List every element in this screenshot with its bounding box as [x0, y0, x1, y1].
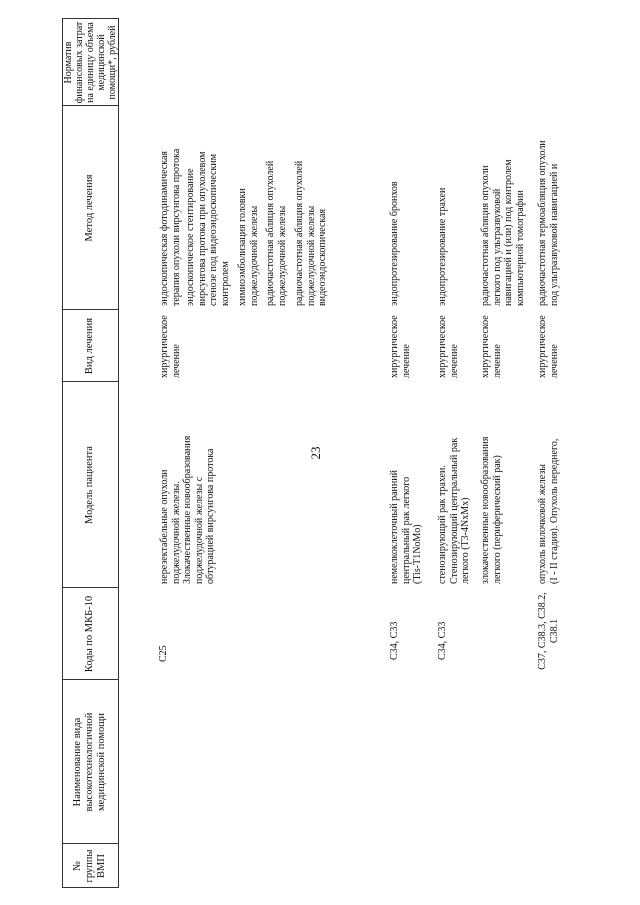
table-row-method: эндопротезирование бронхов	[389, 181, 400, 306]
table-row-model: стенозирующий рак трахеи. Стенозирующий центральный рак легкого (T3-4NxMx)	[437, 437, 471, 584]
header-treatment-method: Метод лечения	[84, 174, 95, 242]
header-icd-codes: Коды по МКБ-10	[84, 595, 95, 673]
page-number: 23	[308, 446, 323, 460]
table-row-codes: C34, C33	[437, 621, 448, 660]
table-row-model: немелкоклеточный ранний центральный рак легкого (Tis-T1NoMo)	[389, 470, 423, 584]
table-row-codes: C34, C33	[389, 621, 400, 660]
table-row-method: эндопротезирование трахеи	[437, 187, 448, 306]
table-row-treatment: хирургическое лечение	[480, 315, 503, 378]
table-row-method: химиоэмболизация головки поджелудочной железы	[237, 188, 260, 306]
table-row-model: нерезектабельные опухоли поджелудочной железы. Злокачественные новообразования поджелудочной железы с обтурацией вирсунгова протока	[159, 435, 216, 584]
table-row-treatment: хирургическое лечение	[389, 315, 412, 378]
table-row-codes: C37, C38.3, C38.2, C38.1	[537, 592, 560, 670]
table-row-method: радиочастотная абляция опухоли легкого под ультразвуковой навигацией и (или) под контролем компьютерной томографии	[480, 159, 526, 306]
header-treatment-type: Вид лечения	[84, 317, 95, 375]
table-row-method: эндоскопическое стентирование вирсунгова протока при опухолевом стенозе под видеоэндоскопическим контролем	[185, 151, 231, 306]
header-group-number: № группы ВМП	[72, 849, 107, 883]
header-care-type: Наименование вида высокотехнологичной медицинской помощи	[72, 712, 107, 812]
table-row-treatment: хирургическое лечение	[159, 315, 182, 378]
table-row-method: радиочастотная абляция опухолей поджелудочной железы	[265, 160, 288, 306]
table-row-model: злокачественные новообразования легкого (периферический рак)	[480, 436, 503, 584]
header-patient-model: Модель пациента	[84, 446, 95, 524]
table-row-method: радиочастотная термоабляция опухоли под ультразвуковой навигацией и	[537, 140, 560, 306]
header-bottom-border	[118, 18, 119, 888]
header-cost-standard: Норматив финансовых затрат на единицу объема медицинской помощи*, рублей	[62, 21, 118, 104]
table-row-treatment: хирургическое лечение	[437, 315, 460, 378]
table-row-method: радиочастотная абляция опухолей поджелудочной железы видеоэндоскопическая	[294, 160, 328, 306]
table-row-codes: C25	[158, 645, 169, 662]
table-row-method: эндоскопическая фотодинамическая терапия опухоли вирсунгова протока	[159, 148, 182, 306]
treatment-table	[62, 18, 572, 888]
table-row-model: опухоль вилочковой железы (I - II стадия). Опухоль переднего,	[537, 438, 560, 584]
table-row-treatment: хирургическое лечение	[537, 315, 560, 378]
